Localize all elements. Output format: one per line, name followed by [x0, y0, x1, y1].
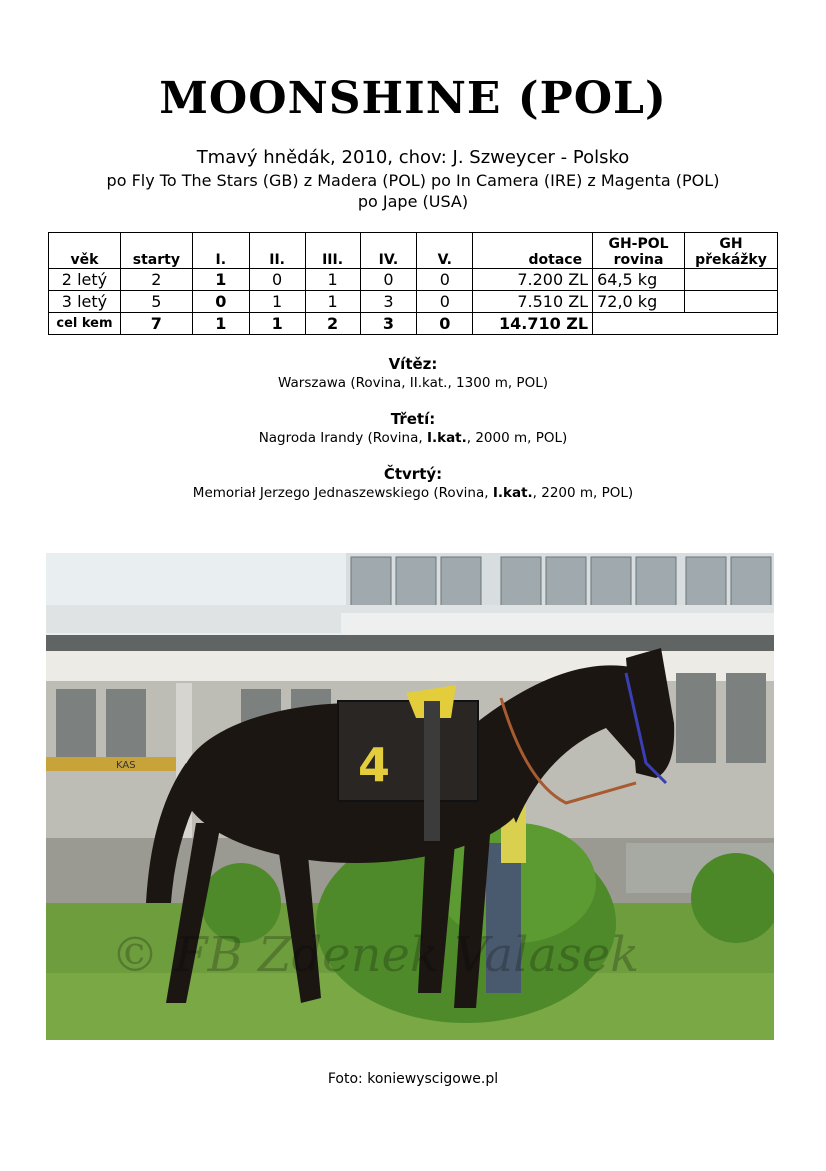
result-race: Memoriał Jerzego Jednaszewskiego (Rovina, I.kat., 2200 m, POL): [192, 485, 634, 501]
result-third: [0, 410, 826, 447]
header-place-4: IV.: [360, 233, 417, 269]
header-place-5: V.: [417, 233, 473, 269]
photo-watermark: © FB Zdenek Valasek: [111, 927, 640, 983]
race-stats-table: [48, 232, 778, 335]
header-starts: starty: [120, 233, 192, 269]
table-row: [49, 291, 778, 313]
building-sign: KAS: [116, 760, 136, 771]
total-place-4: 3: [360, 313, 417, 335]
cell-place-4: 3: [360, 291, 417, 313]
total-label: cel kem: [49, 313, 121, 335]
cell-place-5: 0: [417, 291, 473, 313]
cell-place-2: 0: [249, 269, 305, 291]
horse-photo: [46, 553, 774, 1040]
cell-place-2: 1: [249, 291, 305, 313]
saddle-number: 4: [357, 738, 391, 792]
pedigree-line-2: po Jape (USA): [357, 192, 469, 211]
header-gh-pol: GH-POL rovina: [593, 233, 685, 269]
total-place-1: 1: [192, 313, 249, 335]
table-header-row: [49, 233, 778, 269]
total-starts: 7: [120, 313, 192, 335]
total-place-3: 2: [305, 313, 360, 335]
cell-prize: 7.200 ZL: [473, 269, 593, 291]
cell-place-1: 1: [192, 269, 249, 291]
total-empty: [593, 313, 778, 335]
header-prize: dotace: [473, 233, 593, 269]
cell-place-5: 0: [417, 269, 473, 291]
page-title: MOONSHINE (POL): [159, 73, 667, 124]
result-race: Warszawa (Rovina, II.kat., 1300 m, POL): [278, 375, 548, 391]
result-race: Nagroda Irandy (Rovina, I.kat., 2000 m, POL): [258, 430, 568, 446]
header-place-2: II.: [249, 233, 305, 269]
cell-starts: 2: [120, 269, 192, 291]
cell-gh: [684, 269, 777, 291]
header-gh: GH překážky: [684, 233, 777, 269]
table-total-row: [49, 313, 778, 335]
result-winner: [0, 355, 826, 392]
table-row: [49, 269, 778, 291]
pedigree-line-1: po Fly To The Stars (GB) z Madera (POL) po In Camera (IRE) z Magenta (POL): [106, 171, 720, 190]
result-heading: Čtvrtý:: [383, 465, 443, 483]
cell-age: 3 letý: [49, 291, 121, 313]
cell-place-3: 1: [305, 269, 360, 291]
header-place-3: III.: [305, 233, 360, 269]
header-place-1: I.: [192, 233, 249, 269]
cell-starts: 5: [120, 291, 192, 313]
total-place-2: 1: [249, 313, 305, 335]
cell-place-3: 1: [305, 291, 360, 313]
result-fourth: [0, 465, 826, 502]
total-place-5: 0: [417, 313, 473, 335]
cell-prize: 7.510 ZL: [473, 291, 593, 313]
horse-subtitle: Tmavý hnědák, 2010, chov: J. Szweycer - Polsko: [196, 147, 630, 168]
result-heading: Třetí:: [390, 410, 436, 428]
cell-age: 2 letý: [49, 269, 121, 291]
header-age: věk: [49, 233, 121, 269]
cell-gh-pol: 72,0 kg: [593, 291, 685, 313]
cell-place-1: 0: [192, 291, 249, 313]
cell-gh: [684, 291, 777, 313]
photo-caption: Foto: koniewyscigowe.pl: [327, 1071, 499, 1087]
cell-place-4: 0: [360, 269, 417, 291]
result-heading: Vítěz:: [388, 355, 438, 373]
total-prize: 14.710 ZL: [473, 313, 593, 335]
cell-gh-pol: 64,5 kg: [593, 269, 685, 291]
